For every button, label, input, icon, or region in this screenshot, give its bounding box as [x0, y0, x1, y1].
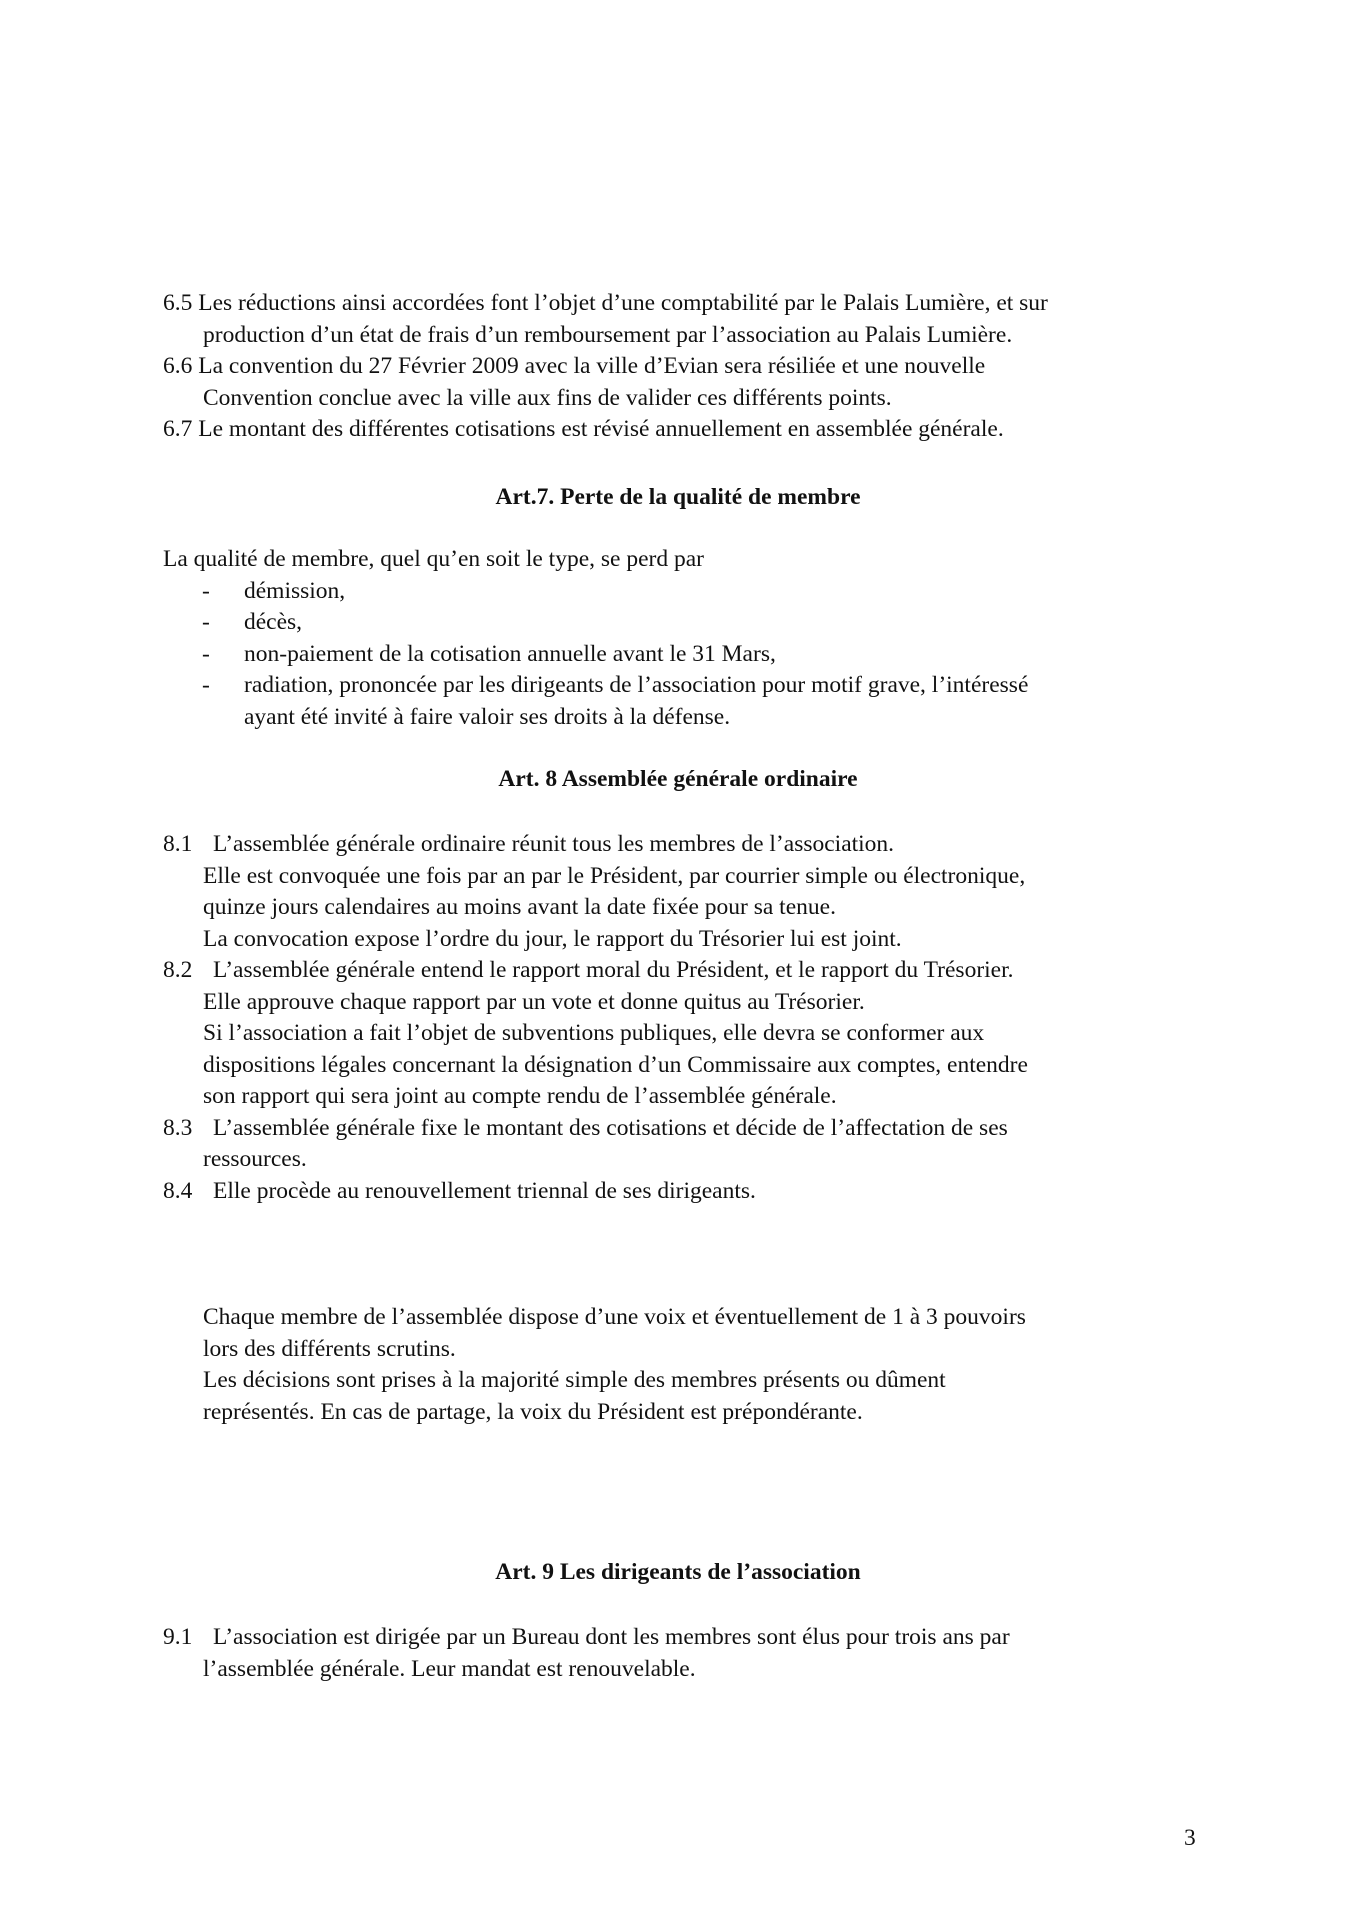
list-dash: - — [202, 672, 210, 698]
section-6-paragraphs — [0, 288, 1356, 446]
list-item-text: non-paiement de la cotisation annuelle avant le 31 Mars, — [244, 640, 776, 667]
paragraph-8-2-line-3: Si l’association a fait l’objet de subventions publiques, elle devra se conformer aux — [203, 1020, 985, 1046]
paragraph-8-1-line-1 — [0, 829, 1356, 861]
paragraph-6-5-line-2: production d’un état de frais d’un remboursement par l’association au Palais Lumière. — [203, 321, 1013, 348]
paragraph-8-3-line-2: ressources. — [203, 1146, 307, 1172]
list-item — [0, 607, 1356, 639]
paragraph-9-1-line-1 — [0, 1622, 1356, 1654]
paragraph-number: 8.4 — [163, 1177, 193, 1204]
list-item — [0, 670, 1356, 702]
voting-line-3: Les décisions sont prises à la majorité simple des membres présents ou dûment — [203, 1367, 946, 1393]
list-item-text: décès, — [244, 609, 303, 635]
paragraph-8-2-line-1 — [0, 955, 1356, 987]
paragraph-9-1-line-2: l’assemblée générale. Leur mandat est renouvelable. — [203, 1655, 696, 1682]
article-9-heading: Art. 9 Les dirigeants de l’association — [495, 1559, 861, 1585]
paragraph-text: L’assemblée générale ordinaire réunit tous les membres de l’association. — [213, 831, 895, 857]
list-item-text: radiation, prononcée par les dirigeants de l’association pour motif grave, l’intéressé — [244, 672, 1029, 698]
paragraph-8-1-line-3: quinze jours calendaires au moins avant la date fixée pour sa tenue. — [203, 894, 836, 920]
list-item-continuation: ayant été invité à faire valoir ses droits à la défense. — [244, 703, 731, 730]
paragraph-8-1-line-4: La convocation expose l’ordre du jour, le rapport du Trésorier lui est joint. — [203, 925, 902, 952]
voting-line-1: Chaque membre de l’assemblée dispose d’une voix et éventuellement de 1 à 3 pouvoirs — [203, 1304, 1026, 1330]
voting-line-4: représentés. En cas de partage, la voix du Président est prépondérante. — [203, 1398, 863, 1425]
paragraph-6-6-line-2: Convention conclue avec la ville aux fins de valider ces différents points. — [203, 384, 892, 411]
list-item — [0, 576, 1356, 608]
paragraph-text: Elle procède au renouvellement triennal de ses dirigeants. — [213, 1177, 756, 1204]
article-7-intro: La qualité de membre, quel qu’en soit le type, se perd par — [163, 546, 704, 572]
voting-line-2: lors des différents scrutins. — [203, 1335, 456, 1362]
article-8-heading: Art. 8 Assemblée générale ordinaire — [498, 766, 858, 792]
paragraph-6-6-line-1: 6.6 La convention du 27 Février 2009 avec la ville d’Evian sera résiliée et une nouvelle — [163, 353, 986, 379]
paragraph-number: 9.1 — [163, 1624, 193, 1650]
paragraph-text: L’assemblée générale entend le rapport moral du Président, et le rapport du Trésorier. — [213, 957, 1014, 983]
article-7-body — [0, 544, 1356, 733]
paragraph-number: 8.3 — [163, 1114, 193, 1141]
page-number: 3 — [1184, 1825, 1196, 1851]
list-item — [0, 639, 1356, 671]
paragraph-text: L’assemblée générale fixe le montant des cotisations et décide de l’affectation de ses — [213, 1114, 1008, 1141]
paragraph-8-2-line-5: son rapport qui sera joint au compte rendu de l’assemblée générale. — [203, 1083, 837, 1109]
paragraph-8-1-line-2: Elle est convoquée une fois par an par le Président, par courrier simple ou électronique, — [203, 862, 1026, 889]
paragraph-6-7: 6.7 Le montant des différentes cotisations est révisé annuellement en assemblée générale. — [163, 416, 1004, 442]
paragraph-8-4 — [0, 1176, 1356, 1208]
paragraph-6-5-line-1: 6.5 Les réductions ainsi accordées font l’objet d’une comptabilité par le Palais Lumière, et sur — [163, 290, 1048, 316]
paragraph-8-2-line-4: dispositions légales concernant la désignation d’un Commissaire aux comptes, entendre — [203, 1051, 1028, 1078]
list-dash: - — [202, 640, 210, 667]
list-dash: - — [202, 609, 210, 635]
paragraph-8-2-line-2: Elle approuve chaque rapport par un vote et donne quitus au Trésorier. — [203, 988, 865, 1015]
article-8-body — [0, 829, 1356, 1207]
article-7-heading: Art.7. Perte de la qualité de membre — [495, 484, 861, 510]
paragraph-8-3-line-1 — [0, 1113, 1356, 1145]
list-item-text: démission, — [244, 577, 346, 604]
article-9-body — [0, 1622, 1356, 1685]
paragraph-number: 8.2 — [163, 957, 193, 983]
article-8-voting-paragraph — [0, 1302, 1356, 1428]
paragraph-text: L’association est dirigée par un Bureau dont les membres sont élus pour trois ans par — [213, 1624, 1010, 1650]
paragraph-number: 8.1 — [163, 831, 193, 857]
list-dash: - — [202, 577, 210, 604]
